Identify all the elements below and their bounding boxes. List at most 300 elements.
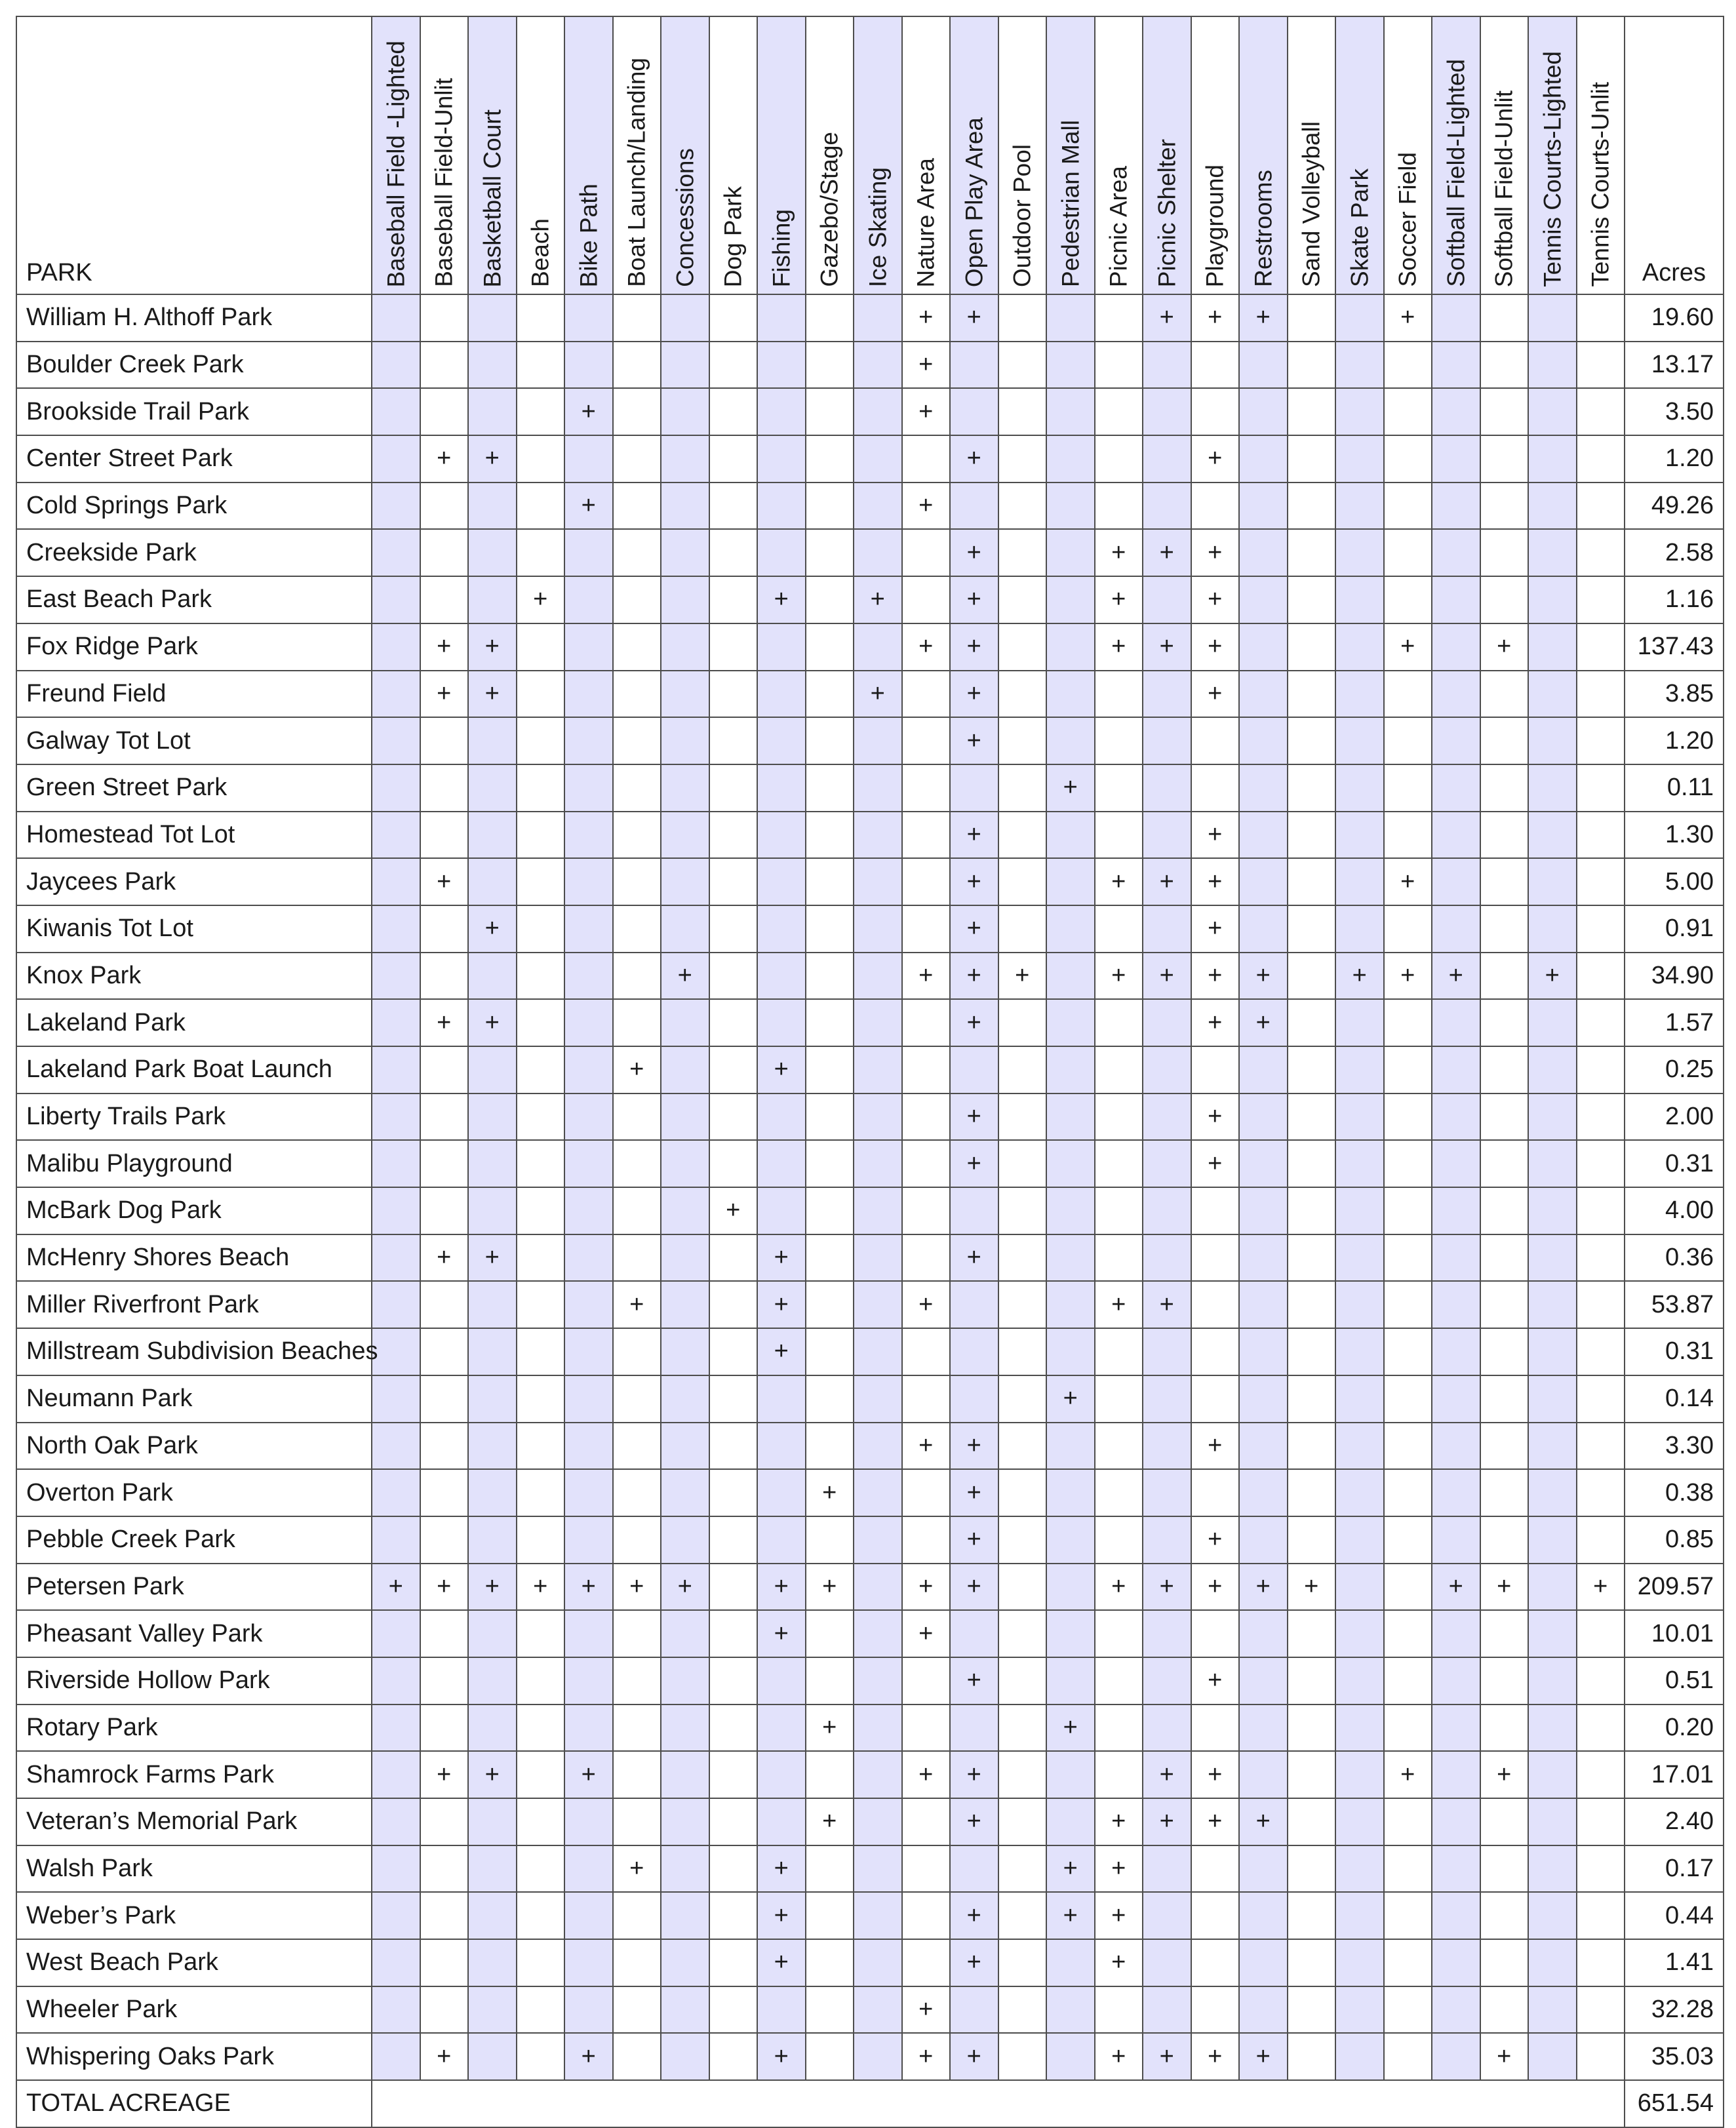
park-name: Riverside Hollow Park	[16, 1657, 372, 1704]
facility-column-header	[1480, 16, 1529, 294]
facility-cell	[1095, 999, 1143, 1046]
total-acres-value: 651.54	[1625, 2080, 1724, 2127]
facility-cell	[1143, 1657, 1191, 1704]
facility-column-header	[372, 16, 420, 294]
facility-cell	[1046, 623, 1095, 671]
facility-available-mark: +	[1095, 2033, 1143, 2080]
facility-cell	[1528, 388, 1577, 435]
facility-available-mark: +	[902, 1751, 951, 1798]
facility-cell	[661, 812, 709, 859]
facility-cell	[420, 953, 469, 1000]
facility-cell	[468, 1281, 517, 1328]
facility-cell	[1046, 717, 1095, 764]
facility-cell	[613, 905, 661, 953]
facility-cell	[1335, 1046, 1384, 1094]
facility-column-header	[757, 16, 806, 294]
facility-cell	[854, 2033, 902, 2080]
facility-cell	[1095, 1423, 1143, 1470]
table-row	[16, 1140, 1724, 1187]
facility-cell	[1046, 1939, 1095, 1986]
facility-label: Open Play Area	[960, 117, 988, 287]
facility-cell	[468, 1657, 517, 1704]
facility-available-mark: +	[1432, 1564, 1480, 1611]
facility-cell	[420, 1704, 469, 1752]
facility-cell	[468, 1986, 517, 2034]
facility-cell	[709, 1046, 758, 1094]
park-name: Petersen Park	[16, 1564, 372, 1611]
facility-cell	[757, 1751, 806, 1798]
facility-cell	[661, 1094, 709, 1141]
park-name: McHenry Shores Beach	[16, 1234, 372, 1282]
park-name: Knox Park	[16, 953, 372, 1000]
facility-cell	[1335, 671, 1384, 718]
facility-cell	[854, 1845, 902, 1893]
facility-column-header	[1143, 16, 1191, 294]
facility-available-mark: +	[661, 1564, 709, 1611]
facility-available-mark: +	[806, 1704, 854, 1752]
facility-cell	[709, 999, 758, 1046]
facility-available-mark: +	[1288, 1564, 1336, 1611]
facility-cell	[1577, 1375, 1625, 1423]
facility-available-mark: +	[1143, 2033, 1191, 2080]
facility-cell	[1288, 1423, 1336, 1470]
facility-cell	[1480, 294, 1529, 342]
facility-cell	[1095, 905, 1143, 953]
facility-cell	[420, 1375, 469, 1423]
facility-cell	[1577, 1986, 1625, 2034]
facility-cell	[709, 1892, 758, 1939]
facility-available-mark: +	[468, 1234, 517, 1282]
facility-cell	[420, 1328, 469, 1375]
facility-cell	[517, 1469, 565, 1516]
facility-cell	[1480, 999, 1529, 1046]
facility-cell	[517, 1610, 565, 1657]
facility-available-mark: +	[1095, 529, 1143, 576]
facility-cell	[613, 342, 661, 389]
table-row	[16, 529, 1724, 576]
facility-cell	[757, 342, 806, 389]
facility-cell	[1046, 1234, 1095, 1282]
facility-cell	[1095, 1704, 1143, 1752]
facility-available-mark: +	[372, 1564, 420, 1611]
facility-cell	[1191, 388, 1240, 435]
facility-cell	[1432, 1140, 1480, 1187]
facility-cell	[613, 1516, 661, 1564]
facility-cell	[1288, 2033, 1336, 2080]
facility-cell	[998, 1751, 1047, 1798]
facility-cell	[1480, 1375, 1529, 1423]
park-name: Fox Ridge Park	[16, 623, 372, 671]
facility-available-mark: +	[1191, 1564, 1240, 1611]
facility-available-mark: +	[613, 1046, 661, 1094]
facility-cell	[1528, 1187, 1577, 1234]
facility-cell	[517, 294, 565, 342]
facility-cell	[1335, 1469, 1384, 1516]
facility-cell	[950, 1328, 998, 1375]
facility-cell	[1432, 483, 1480, 530]
facility-cell	[757, 999, 806, 1046]
facility-available-mark: +	[757, 1046, 806, 1094]
facility-available-mark: +	[950, 1564, 998, 1611]
facility-cell	[1191, 1328, 1240, 1375]
facility-cell	[709, 1751, 758, 1798]
facility-cell	[1095, 294, 1143, 342]
facility-cell	[1335, 1234, 1384, 1282]
facility-cell	[1384, 1094, 1432, 1141]
facility-cell	[564, 1140, 613, 1187]
facility-available-mark: +	[420, 435, 469, 483]
facility-cell	[709, 1094, 758, 1141]
facility-cell	[1046, 1328, 1095, 1375]
facility-cell	[806, 812, 854, 859]
facility-cell	[613, 576, 661, 623]
acres-value: 0.25	[1625, 1046, 1724, 1094]
facility-cell	[468, 1704, 517, 1752]
facility-cell	[1432, 1657, 1480, 1704]
facility-cell	[661, 1610, 709, 1657]
facility-cell	[998, 999, 1047, 1046]
facility-cell	[854, 1610, 902, 1657]
facility-cell	[372, 1423, 420, 1470]
facility-cell	[854, 1939, 902, 1986]
facility-cell	[1239, 1845, 1288, 1893]
facility-cell	[1335, 999, 1384, 1046]
facility-cell	[1288, 1140, 1336, 1187]
facility-cell	[1480, 764, 1529, 812]
facility-cell	[1528, 999, 1577, 1046]
facility-cell	[854, 1281, 902, 1328]
facility-cell	[1288, 435, 1336, 483]
facility-cell	[1239, 483, 1288, 530]
facility-cell	[1528, 1234, 1577, 1282]
facility-column-header	[1384, 16, 1432, 294]
facility-cell	[372, 294, 420, 342]
facility-cell	[468, 1610, 517, 1657]
facility-cell	[806, 1751, 854, 1798]
facility-cell	[1528, 1564, 1577, 1611]
facility-cell	[709, 435, 758, 483]
facility-cell	[1335, 1328, 1384, 1375]
table-row	[16, 1939, 1724, 1986]
facility-cell	[613, 1375, 661, 1423]
facility-column-header	[709, 16, 758, 294]
facility-cell	[613, 1798, 661, 1845]
facility-cell	[1239, 1094, 1288, 1141]
park-name: Walsh Park	[16, 1845, 372, 1893]
facility-label: Pedestrian Mall	[1057, 119, 1084, 287]
facility-cell	[420, 1423, 469, 1470]
acres-value: 3.85	[1625, 671, 1724, 718]
facility-available-mark: +	[757, 1281, 806, 1328]
facility-cell	[661, 1281, 709, 1328]
table-row	[16, 1375, 1724, 1423]
facility-cell	[998, 1986, 1047, 2034]
facility-available-mark: +	[950, 1469, 998, 1516]
table-row	[16, 858, 1724, 905]
facility-cell	[1239, 1751, 1288, 1798]
facility-cell	[1335, 1986, 1384, 2034]
facility-cell	[1046, 1187, 1095, 1234]
facility-cell	[661, 1187, 709, 1234]
facility-available-mark: +	[950, 671, 998, 718]
facility-cell	[757, 1657, 806, 1704]
facility-available-mark: +	[1046, 1375, 1095, 1423]
park-name: Boulder Creek Park	[16, 342, 372, 389]
acres-value: 0.31	[1625, 1328, 1724, 1375]
facility-cell	[854, 764, 902, 812]
facility-cell	[1143, 764, 1191, 812]
facility-cell	[1432, 1845, 1480, 1893]
facility-available-mark: +	[757, 1610, 806, 1657]
facility-cell	[420, 717, 469, 764]
facility-cell	[372, 953, 420, 1000]
facility-available-mark: +	[1143, 529, 1191, 576]
facility-available-mark: +	[468, 435, 517, 483]
facility-cell	[372, 388, 420, 435]
facility-cell	[661, 671, 709, 718]
facility-cell	[1432, 1375, 1480, 1423]
facility-cell	[1191, 1281, 1240, 1328]
facility-cell	[564, 905, 613, 953]
facility-cell	[1288, 717, 1336, 764]
facility-cell	[468, 953, 517, 1000]
facility-cell	[661, 1986, 709, 2034]
facility-cell	[1143, 1328, 1191, 1375]
facility-cell	[661, 1939, 709, 1986]
facility-cell	[468, 2033, 517, 2080]
facility-cell	[854, 1469, 902, 1516]
facility-cell	[1384, 435, 1432, 483]
facility-cell	[854, 1187, 902, 1234]
facility-cell	[564, 1234, 613, 1282]
facility-available-mark: +	[1191, 529, 1240, 576]
facility-cell	[1577, 342, 1625, 389]
acres-column-header: Acres	[1625, 16, 1724, 294]
facility-cell	[613, 1187, 661, 1234]
facility-cell	[372, 1751, 420, 1798]
facility-cell	[1432, 1939, 1480, 1986]
park-name: Liberty Trails Park	[16, 1094, 372, 1141]
facility-cell	[372, 671, 420, 718]
acres-value: 10.01	[1625, 1610, 1724, 1657]
facility-cell	[902, 1469, 951, 1516]
facility-cell	[1095, 1046, 1143, 1094]
facility-cell	[517, 858, 565, 905]
facility-cell	[998, 905, 1047, 953]
facility-cell	[1480, 529, 1529, 576]
facility-cell	[1143, 1986, 1191, 2034]
facility-cell	[1046, 812, 1095, 859]
facility-cell	[757, 1187, 806, 1234]
facility-cell	[1046, 294, 1095, 342]
facility-cell	[998, 435, 1047, 483]
facility-cell	[1384, 1845, 1432, 1893]
facility-cell	[1335, 1657, 1384, 1704]
facility-cell	[1432, 1798, 1480, 1845]
facility-cell	[613, 483, 661, 530]
facility-cell	[1335, 1798, 1384, 1845]
facility-cell	[420, 1046, 469, 1094]
facility-cell	[661, 1798, 709, 1845]
facility-cell	[613, 953, 661, 1000]
facility-cell	[372, 905, 420, 953]
facility-cell	[1239, 1892, 1288, 1939]
facility-cell	[1288, 764, 1336, 812]
facility-cell	[1143, 388, 1191, 435]
facility-cell	[1335, 483, 1384, 530]
facility-cell	[1528, 529, 1577, 576]
acres-value: 0.91	[1625, 905, 1724, 953]
facility-cell	[517, 764, 565, 812]
facility-cell	[372, 1187, 420, 1234]
facility-available-mark: +	[564, 2033, 613, 2080]
facility-available-mark: +	[1095, 1845, 1143, 1893]
facility-cell	[517, 1046, 565, 1094]
facility-cell	[1046, 1140, 1095, 1187]
facility-cell	[517, 999, 565, 1046]
facility-label: Picnic Shelter	[1153, 138, 1181, 287]
facility-cell	[420, 342, 469, 389]
facility-cell	[1384, 1798, 1432, 1845]
facility-cell	[854, 1564, 902, 1611]
facility-cell	[757, 1516, 806, 1564]
facility-cell	[1480, 1610, 1529, 1657]
facility-cell	[613, 717, 661, 764]
facility-cell	[1480, 717, 1529, 764]
park-name: Homestead Tot Lot	[16, 812, 372, 859]
facility-available-mark: +	[420, 671, 469, 718]
facility-cell	[902, 529, 951, 576]
table-row	[16, 1281, 1724, 1328]
facility-cell	[661, 999, 709, 1046]
facility-cell	[854, 1892, 902, 1939]
facility-cell	[468, 717, 517, 764]
facility-cell	[902, 1140, 951, 1187]
facility-available-mark: +	[950, 1516, 998, 1564]
facility-available-mark: +	[950, 623, 998, 671]
facility-cell	[420, 1516, 469, 1564]
facility-cell	[806, 1892, 854, 1939]
facility-available-mark: +	[1191, 1516, 1240, 1564]
facility-cell	[1335, 1564, 1384, 1611]
facility-cell	[1239, 1140, 1288, 1187]
facility-available-mark: +	[661, 953, 709, 1000]
facility-cell	[1480, 1187, 1529, 1234]
facility-cell	[661, 483, 709, 530]
facility-cell	[1288, 1986, 1336, 2034]
facility-cell	[1046, 576, 1095, 623]
facility-cell	[1528, 1469, 1577, 1516]
facility-cell	[1143, 999, 1191, 1046]
facility-available-mark: +	[950, 812, 998, 859]
facility-cell	[1432, 764, 1480, 812]
facility-cell	[1528, 1281, 1577, 1328]
facility-available-mark: +	[517, 576, 565, 623]
facility-cell	[998, 1328, 1047, 1375]
facility-available-mark: +	[950, 953, 998, 1000]
facility-cell	[1384, 717, 1432, 764]
facility-cell	[757, 1140, 806, 1187]
facility-cell	[372, 1281, 420, 1328]
facility-cell	[1528, 294, 1577, 342]
facility-available-mark: +	[950, 1423, 998, 1470]
facility-cell	[468, 1328, 517, 1375]
facility-cell	[1335, 812, 1384, 859]
facility-column-header	[613, 16, 661, 294]
facility-cell	[1288, 576, 1336, 623]
facility-cell	[854, 529, 902, 576]
facility-cell	[1577, 812, 1625, 859]
facility-available-mark: +	[1239, 2033, 1288, 2080]
facility-cell	[517, 1234, 565, 1282]
table-row	[16, 576, 1724, 623]
facility-cell	[1528, 764, 1577, 812]
facility-cell	[1384, 671, 1432, 718]
facility-cell	[1335, 1892, 1384, 1939]
facility-available-mark: +	[468, 1564, 517, 1611]
acres-value: 0.44	[1625, 1892, 1724, 1939]
facility-cell	[757, 1986, 806, 2034]
facility-cell	[1191, 1046, 1240, 1094]
facility-cell	[1528, 2033, 1577, 2080]
facility-label: Softball Field-Lighted	[1442, 59, 1470, 287]
facility-available-mark: +	[1095, 858, 1143, 905]
facility-cell	[806, 764, 854, 812]
facility-cell	[661, 905, 709, 953]
facility-cell	[854, 435, 902, 483]
facility-cell	[902, 1892, 951, 1939]
facility-cell	[998, 1046, 1047, 1094]
facility-cell	[1335, 388, 1384, 435]
facility-cell	[709, 1986, 758, 2034]
facility-cell	[854, 1751, 902, 1798]
facility-cell	[1577, 1234, 1625, 1282]
facility-cell	[998, 576, 1047, 623]
facility-cell	[1577, 717, 1625, 764]
facility-cell	[372, 1234, 420, 1282]
facility-cell	[613, 1986, 661, 2034]
facility-cell	[1239, 1610, 1288, 1657]
facility-cell	[998, 1845, 1047, 1893]
facility-cell	[661, 388, 709, 435]
facility-cell	[1480, 1845, 1529, 1893]
facility-label: Beach	[526, 218, 554, 287]
facility-cell	[613, 388, 661, 435]
facility-cell	[1143, 1892, 1191, 1939]
acres-value: 3.30	[1625, 1423, 1724, 1470]
facility-cell	[1288, 1516, 1336, 1564]
facility-available-mark: +	[1480, 1564, 1529, 1611]
facility-cell	[1432, 2033, 1480, 2080]
facility-available-mark: +	[1191, 905, 1240, 953]
facility-cell	[468, 764, 517, 812]
facility-available-mark: +	[757, 1564, 806, 1611]
facility-cell	[1288, 1892, 1336, 1939]
facility-cell	[1432, 999, 1480, 1046]
facility-cell	[1577, 529, 1625, 576]
facility-cell	[1288, 1751, 1336, 1798]
facility-cell	[517, 1423, 565, 1470]
acres-value: 5.00	[1625, 858, 1724, 905]
facility-cell	[1095, 1751, 1143, 1798]
facility-cell	[372, 717, 420, 764]
facility-cell	[806, 623, 854, 671]
facility-cell	[1577, 623, 1625, 671]
table-row	[16, 1046, 1724, 1094]
facility-cell	[950, 1986, 998, 2034]
facility-cell	[564, 1845, 613, 1893]
facility-available-mark: +	[1239, 294, 1288, 342]
